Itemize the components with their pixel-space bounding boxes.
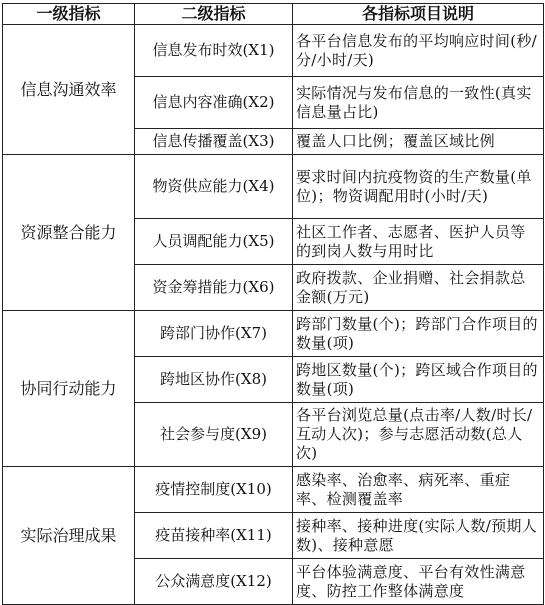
secondary-indicator-cell: 信息内容准确(X2) — [135, 77, 293, 129]
header-row — [3, 4, 544, 25]
description-cell: 社区工作者、志愿者、医护人员等的到岗人数与用时比 — [293, 219, 544, 265]
header-primary-indicator: 一级指标 — [3, 4, 135, 25]
description-cell: 要求时间内抗疫物资的生产数量(单位)；物资调配用时(小时/天) — [293, 155, 544, 219]
secondary-indicator-cell: 跨地区协作(X8) — [135, 357, 293, 403]
description-cell: 各平台浏览总量(点击率/人数/时长/互动人次)；参与志愿活动数(总人次) — [293, 403, 544, 467]
description-cell: 感染率、治愈率、病死率、重症率、检测覆盖率 — [293, 467, 544, 513]
primary-indicator-cell: 协同行动能力 — [3, 311, 135, 467]
description-cell: 接种率、接种进度(实际人数/预期人数)、接种意愿 — [293, 513, 544, 559]
table-row — [3, 25, 544, 77]
secondary-indicator-cell: 信息传播覆盖(X3) — [135, 129, 293, 155]
secondary-indicator-cell: 人员调配能力(X5) — [135, 219, 293, 265]
description-cell: 覆盖人口比例；覆盖区域比例 — [293, 129, 544, 155]
secondary-indicator-cell: 疫情控制度(X10) — [135, 467, 293, 513]
primary-indicator-cell: 资源整合能力 — [3, 155, 135, 311]
header-secondary-indicator: 二级指标 — [135, 4, 293, 25]
description-cell: 跨部门数量(个)；跨部门合作项目的数量(项) — [293, 311, 544, 357]
secondary-indicator-cell: 疫苗接种率(X11) — [135, 513, 293, 559]
primary-indicator-cell: 信息沟通效率 — [3, 25, 135, 155]
header-description: 各指标项目说明 — [293, 4, 544, 25]
secondary-indicator-cell: 物资供应能力(X4) — [135, 155, 293, 219]
table-row — [3, 155, 544, 219]
secondary-indicator-cell: 信息发布时效(X1) — [135, 25, 293, 77]
primary-indicator-cell: 实际治理成果 — [3, 467, 135, 605]
secondary-indicator-cell: 公众满意度(X12) — [135, 559, 293, 605]
table-row — [3, 311, 544, 357]
secondary-indicator-cell: 资金筹措能力(X6) — [135, 265, 293, 311]
secondary-indicator-cell: 跨部门协作(X7) — [135, 311, 293, 357]
description-cell: 各平台信息发布的平均响应时间(秒/分/小时/天) — [293, 25, 544, 77]
secondary-indicator-cell: 社会参与度(X9) — [135, 403, 293, 467]
description-cell: 实际情况与发布信息的一致性(真实信息量占比) — [293, 77, 544, 129]
description-cell: 平台体验满意度、平台有效性满意度、防控工作整体满意度 — [293, 559, 544, 605]
description-cell: 跨地区数量(个)；跨区域合作项目的数量(项) — [293, 357, 544, 403]
description-cell: 政府拨款、企业捐赠、社会捐款总金额(万元) — [293, 265, 544, 311]
indicator-table — [2, 3, 544, 605]
table-row — [3, 467, 544, 513]
